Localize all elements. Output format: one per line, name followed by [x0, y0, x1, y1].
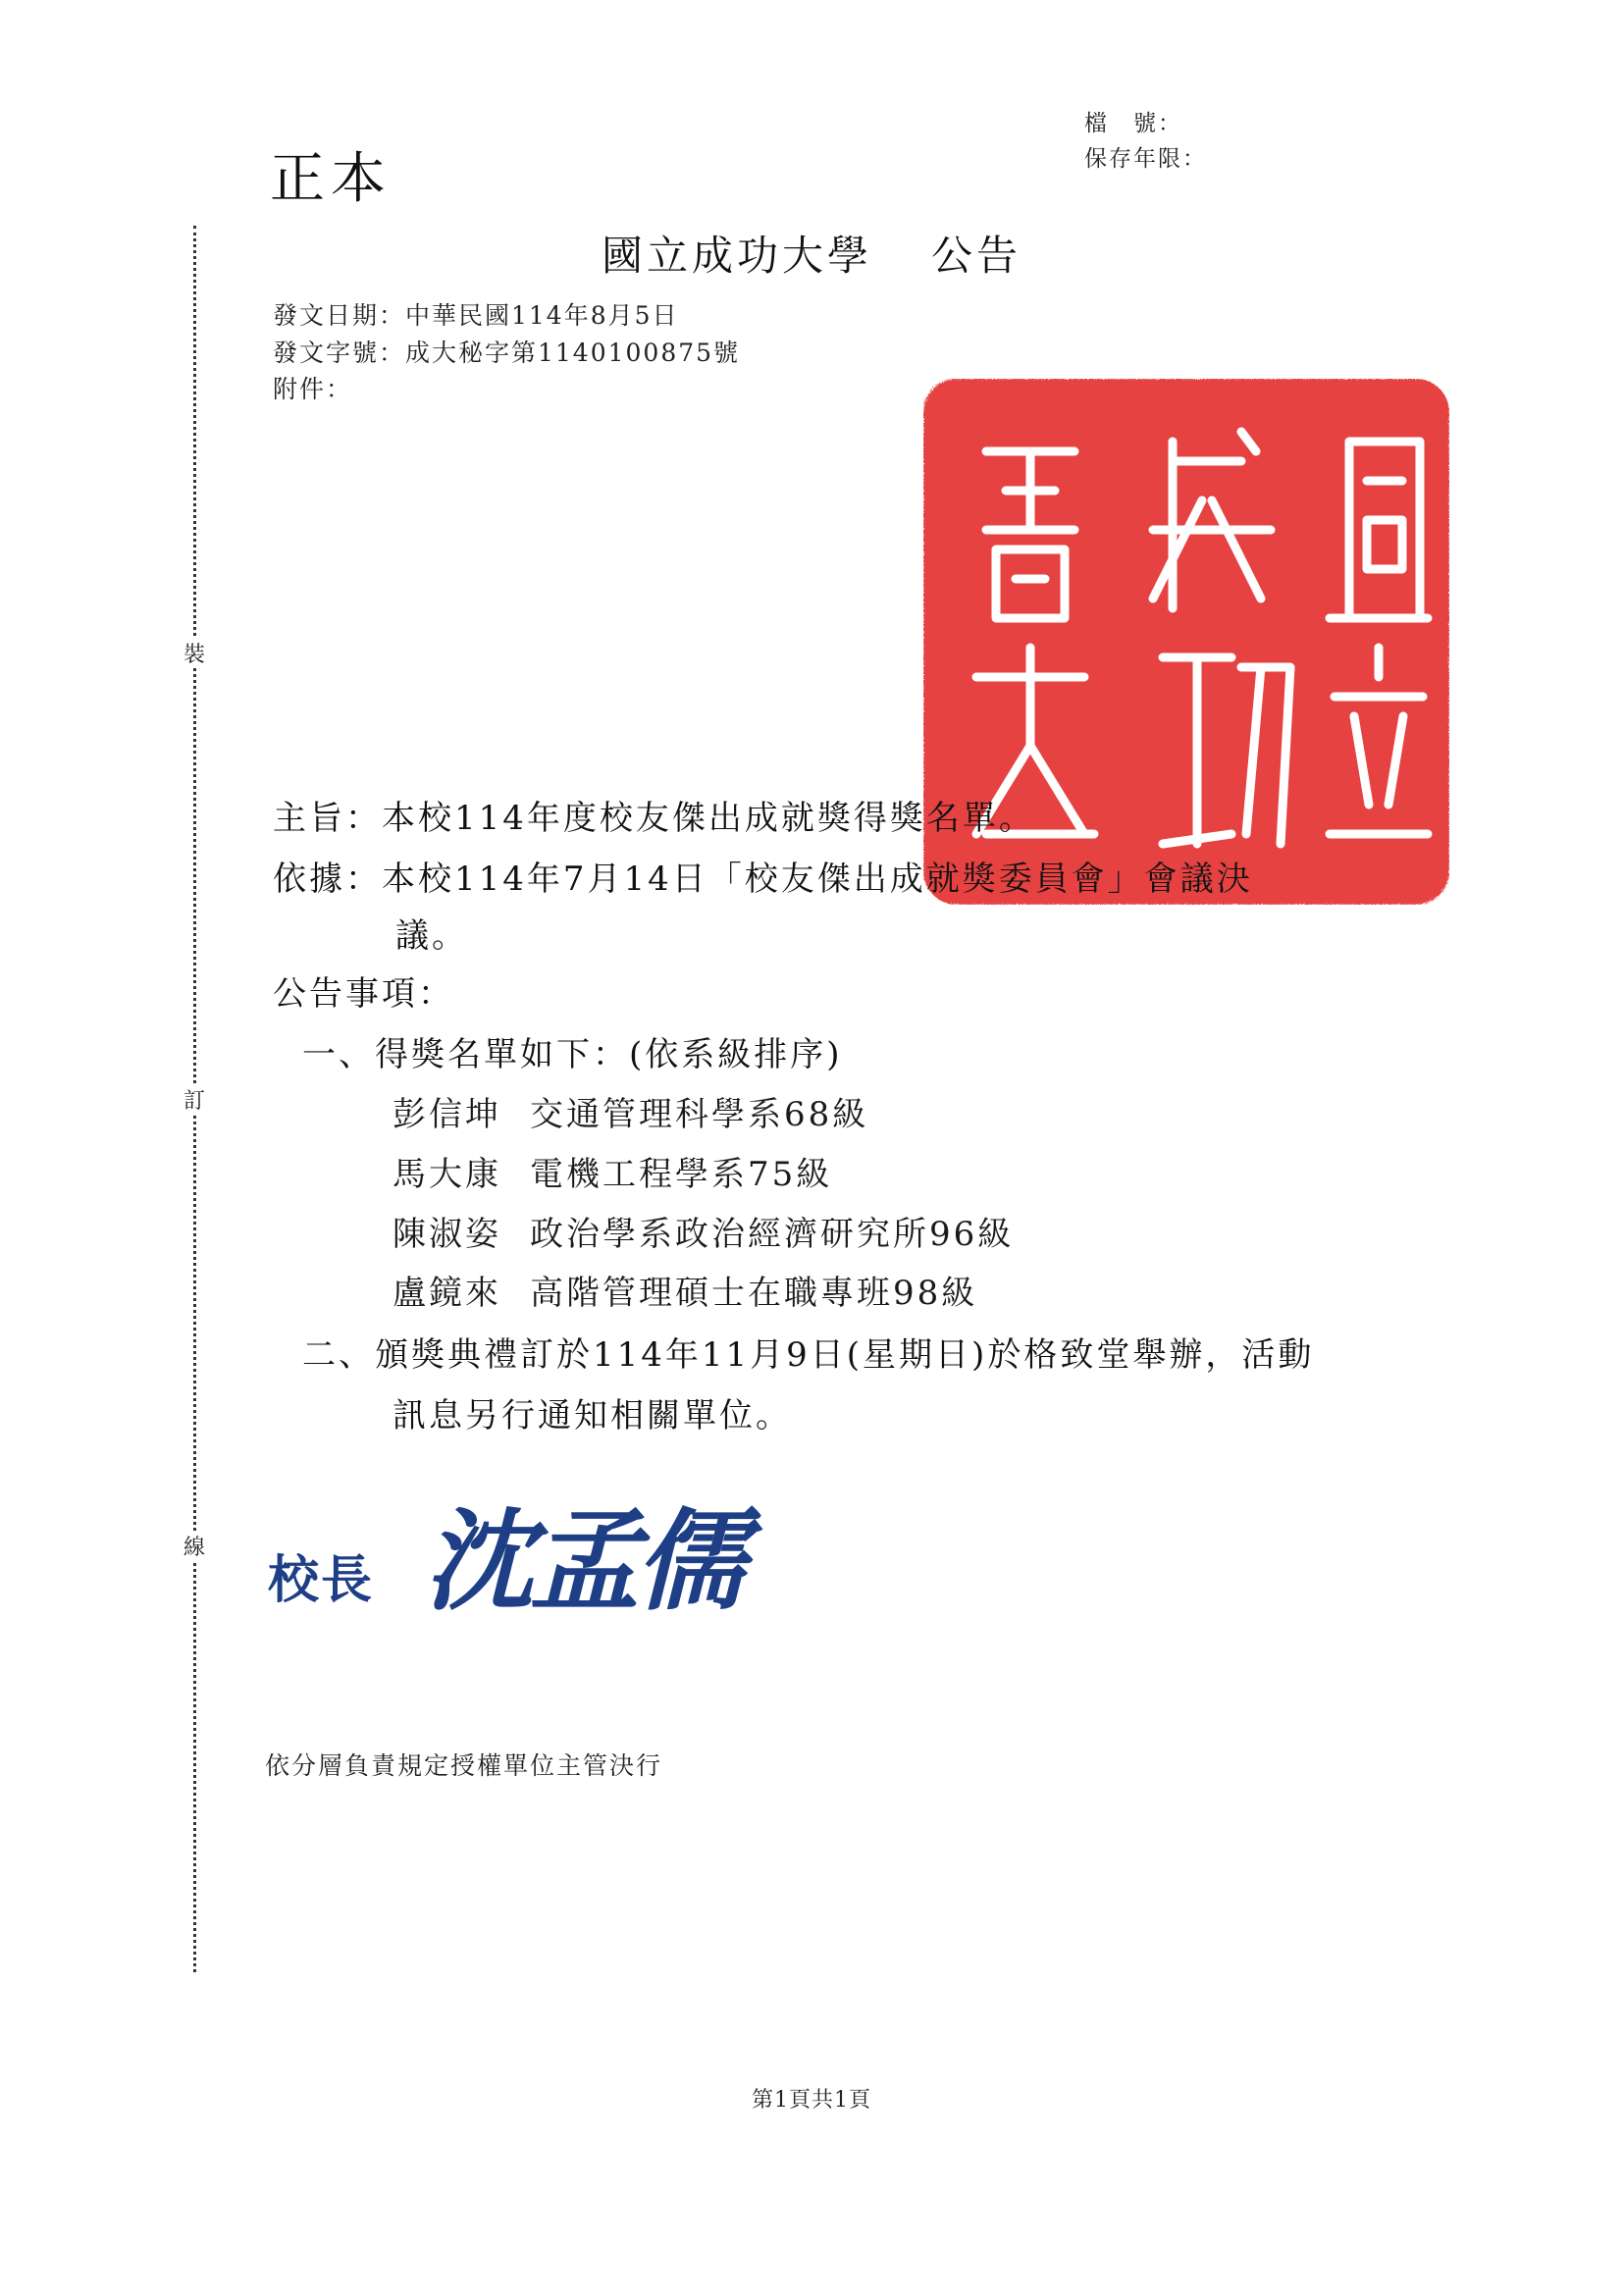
- winner-row: [393, 1207, 1014, 1255]
- president-title: 校長: [268, 1550, 375, 1610]
- binding-mark-ding: 訂: [182, 1084, 207, 1115]
- issue-date: 發文日期：中華民國114年8月5日: [273, 301, 679, 330]
- document-title: [0, 224, 1623, 283]
- president-signature: 沈孟儒: [424, 1497, 742, 1626]
- winner-department: 電機工程學系75級: [530, 1155, 833, 1194]
- winner-department: 政治學系政治經濟研究所96級: [530, 1215, 1015, 1254]
- delegated-authority-note: 依分層負責規定授權單位主管決行: [265, 1751, 663, 1780]
- winner-name: 盧鏡來: [393, 1274, 501, 1313]
- title-organization: 國立成功大學: [601, 232, 872, 280]
- winner-department: 高階管理碩士在職專班98級: [530, 1274, 978, 1313]
- winner-row: [393, 1266, 977, 1314]
- item-two-continued: 訊息另行通知相關單位。: [393, 1396, 792, 1435]
- basis-line: 依據：本校114年7月14日「校友傑出成就獎委員會」會議決: [273, 860, 1253, 899]
- winner-name: 陳淑姿: [393, 1215, 501, 1254]
- item-two-heading: 二、頒獎典禮訂於114年11月9日(星期日)於格致堂舉辦，活動: [302, 1335, 1315, 1375]
- retention-period-label: 保存年限：: [1084, 146, 1207, 172]
- attachment-label: 附件：: [273, 375, 353, 403]
- subject-line: 主旨：本校114年度校友傑出成就獎得獎名單。: [273, 799, 1035, 838]
- binding-mark-zhuang: 裝: [182, 638, 207, 668]
- winner-row: [393, 1147, 832, 1195]
- basis-line-continued: 議。: [395, 916, 468, 956]
- winner-department: 交通管理科學系68級: [530, 1095, 869, 1134]
- winner-name: 馬大康: [393, 1155, 501, 1194]
- page-number: 第1頁共1頁: [752, 2088, 871, 2113]
- title-doc-type: 公告: [931, 232, 1022, 280]
- item-one-heading: 一、得獎名單如下：(依系級排序): [302, 1035, 843, 1074]
- binding-mark-xian: 線: [182, 1531, 207, 1561]
- file-number-label: 檔 號：: [1084, 111, 1182, 136]
- notice-items-heading: 公告事項：: [273, 974, 454, 1014]
- winner-row: [393, 1087, 868, 1135]
- document-number: 發文字號：成大秘字第1140100875號: [273, 339, 741, 367]
- winner-name: 彭信坤: [393, 1095, 501, 1134]
- original-copy-mark: 正本: [270, 147, 392, 211]
